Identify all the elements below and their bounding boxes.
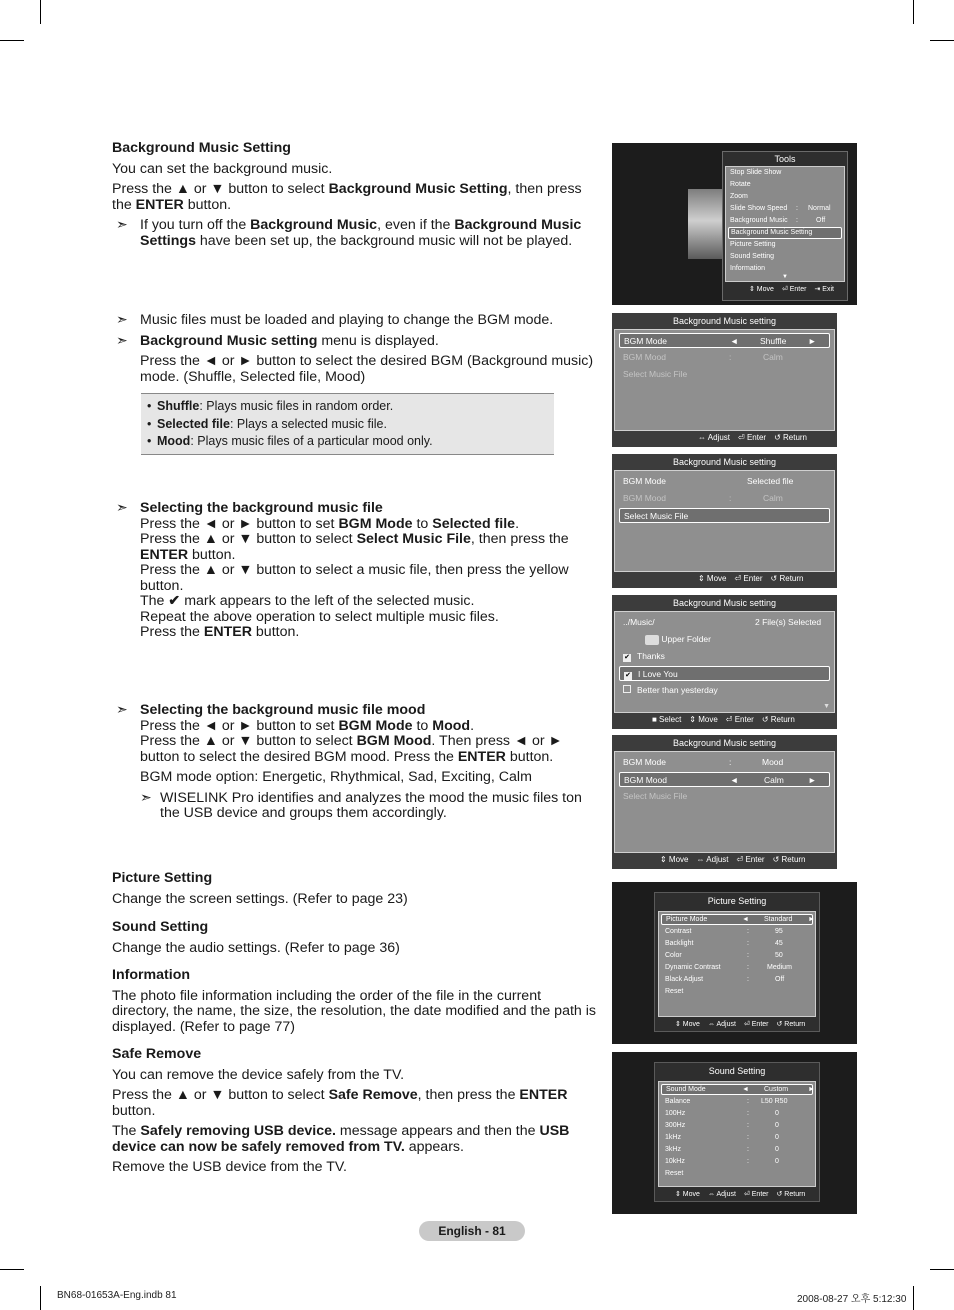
crop-mark bbox=[40, 0, 41, 24]
list-item: • Selected file: Plays a selected music file. bbox=[147, 416, 548, 434]
menu-item-slide-show-speed[interactable]: Slide Show Speed : Normal bbox=[730, 205, 831, 212]
osd-footer: ⇕ Move ⏎ Enter ↺ Return bbox=[698, 574, 804, 583]
menu-item-sound-setting[interactable]: Sound Setting bbox=[730, 253, 774, 260]
menu-title: Picture Setting bbox=[707, 896, 767, 906]
paragraph: Press the ▲ or ▼ button to select Background Music Setting, then press the ENTER button. bbox=[112, 181, 582, 213]
file-info: BN68-01653A-Eng.indb 81 bbox=[57, 1290, 177, 1301]
paragraph: Change the audio settings. (Refer to page 36) bbox=[112, 939, 400, 956]
picture-setting-osd bbox=[612, 882, 857, 1044]
note-arrow-icon: ➣ bbox=[116, 332, 128, 349]
music-file-list-osd bbox=[612, 595, 837, 729]
setting-row[interactable]: Balance : L50 R50 bbox=[665, 1098, 788, 1105]
paragraph: Change the screen settings. (Refer to page 23) bbox=[112, 890, 408, 907]
bgm-mood-row[interactable]: BGM Mood ◄ Calm ► bbox=[619, 772, 830, 787]
section-heading: Safe Remove bbox=[112, 1046, 202, 1062]
menu-item-background-music[interactable]: Background Music : Off bbox=[730, 217, 826, 224]
bgm-mood-row[interactable]: BGM Mood : Calm bbox=[623, 493, 783, 503]
folder-icon bbox=[645, 635, 659, 645]
paragraph: BGM mode option: Energetic, Rhythmical, Sad, Exciting, Calm bbox=[140, 769, 532, 785]
note-arrow-icon: ➣ bbox=[140, 789, 152, 806]
setting-row[interactable]: Backlight : 45 bbox=[665, 940, 783, 947]
note-arrow-icon: ➣ bbox=[116, 312, 128, 328]
note: ➣ Selecting the background music file mood Press the ◄ or ► button to set BGM Mode to Mood. Press the ▲ or ▼ button to select BGM Mood. Then press ◄ or ► button to select the desired BGM mood. Press the ENTER button. BGM mode option: Energetic, Rhythmical, Sad, Exciting, Calm ➣ WISELINK Pro identifies and analyzes the mood the music files ton the USB device and groups them accordingly. bbox=[112, 703, 602, 822]
menu-title: Background Music setting bbox=[672, 457, 777, 467]
crop-mark bbox=[930, 40, 954, 41]
checkbox-checked-icon[interactable]: ✔ bbox=[624, 654, 630, 661]
music-file-row[interactable]: ✔ I Love You bbox=[619, 666, 830, 681]
list-item: • Shuffle: Plays music files in random order. bbox=[147, 398, 548, 416]
select-music-file-row[interactable]: Select Music File bbox=[623, 791, 688, 801]
section-heading: Information bbox=[112, 967, 191, 983]
picture-menu bbox=[654, 892, 820, 1032]
bgm-mood-row[interactable]: BGM Mood : Calm bbox=[623, 352, 783, 362]
reset-row[interactable]: Reset bbox=[665, 988, 684, 995]
menu-title: Tools bbox=[774, 154, 796, 164]
menu-item-picture-setting[interactable]: Picture Setting bbox=[730, 241, 776, 248]
section-heading: Selecting the background music file bbox=[140, 500, 383, 516]
music-file-row[interactable]: ✔ Thanks bbox=[624, 651, 665, 661]
menu-item-stop-slide-show[interactable]: Stop Slide Show bbox=[730, 169, 782, 176]
menu-title: Background Music setting bbox=[672, 738, 777, 748]
menu-item-background-music-setting[interactable]: Background Music Setting bbox=[728, 227, 842, 239]
checkbox-checked-icon[interactable]: ✔ bbox=[625, 672, 631, 679]
select-music-file-row[interactable]: Select Music File bbox=[619, 508, 830, 523]
checkbox-icon[interactable] bbox=[623, 685, 631, 693]
paragraph: Press the ▲ or ▼ button to select Safe Remove, then press the ENTER button. bbox=[112, 1087, 568, 1119]
section-heading: Selecting the background music file mood bbox=[140, 702, 426, 718]
scroll-down-icon: ▼ bbox=[782, 274, 788, 280]
picture-mode-row[interactable]: Picture Mode ◄ Standard ► bbox=[661, 914, 813, 925]
checkmark-icon: ✔ bbox=[168, 593, 181, 609]
sound-mode-row[interactable]: Sound Mode ◄ Custom ► bbox=[661, 1084, 813, 1095]
note-arrow-icon: ➣ bbox=[116, 702, 128, 718]
bgm-setting-osd-mood bbox=[612, 735, 837, 869]
sound-setting-osd bbox=[612, 1052, 857, 1214]
page-number-label: English - 81 bbox=[419, 1221, 525, 1241]
note: ➣ Music files must be loaded and playing to change the BGM mode. bbox=[116, 312, 554, 328]
upper-folder-row[interactable]: Upper Folder bbox=[619, 632, 830, 647]
osd-footer: ⇔ Adjust ⏎ Enter ↺ Return bbox=[698, 433, 807, 442]
paragraph: You can remove the device safely from the TV. bbox=[112, 1066, 405, 1083]
bgm-mode-row[interactable]: BGM Mode ◄ Shuffle ► bbox=[619, 333, 830, 348]
paragraph: You can set the background music. bbox=[112, 160, 333, 177]
bgm-options-box bbox=[141, 393, 554, 455]
setting-row[interactable]: Black Adjust : Off bbox=[665, 976, 785, 983]
select-file-section bbox=[112, 501, 602, 641]
osd-footer: ⇕ Move ⇔ Adjust ⏎ Enter ↺ Return bbox=[675, 1021, 806, 1028]
menu-title: Background Music setting bbox=[672, 316, 777, 326]
bgm-setting-section bbox=[112, 141, 602, 249]
section-heading: Background Music Setting bbox=[112, 140, 291, 156]
paragraph: The photo file information including the order of the file in the current directory, the name, the size, the resolution, the date modified and the path is displayed. (Refer to page 77) bbox=[112, 987, 596, 1035]
tools-osd bbox=[612, 143, 857, 305]
menu-title: Sound Setting bbox=[708, 1066, 766, 1076]
crop-mark bbox=[0, 40, 24, 41]
setting-row[interactable]: Contrast : 95 bbox=[665, 928, 783, 935]
note-arrow-icon: ➣ bbox=[116, 217, 128, 233]
osd-footer: ⇕ Move ⇔ Adjust ⏎ Enter ↺ Return bbox=[675, 1191, 806, 1198]
setting-row[interactable]: 1kHz : 0 bbox=[665, 1134, 779, 1141]
note: ➣ WISELINK Pro identifies and analyzes the mood the music files ton the USB device and groups them accordingly. bbox=[140, 789, 582, 821]
paragraph: The Safely removing USB device. message appears and then the USB device can now be safely removed from TV. appears. bbox=[112, 1123, 570, 1155]
menu-title: Background Music setting bbox=[672, 598, 777, 608]
tools-menu bbox=[722, 151, 848, 301]
section-heading: Picture Setting bbox=[112, 870, 213, 886]
menu-item-information[interactable]: Information bbox=[730, 265, 766, 272]
select-music-file-row[interactable]: Select Music File bbox=[623, 369, 688, 379]
bgm-setting-osd-shuffle bbox=[612, 313, 837, 447]
settings-sections bbox=[112, 871, 602, 1176]
section-heading: Sound Setting bbox=[112, 919, 209, 935]
crop-mark bbox=[913, 0, 914, 24]
bgm-setting-osd-selected-file bbox=[612, 454, 837, 588]
sound-menu bbox=[654, 1062, 820, 1202]
bgm-mode-section bbox=[112, 313, 602, 385]
setting-row[interactable]: 300Hz : 0 bbox=[665, 1122, 779, 1129]
crop-mark bbox=[930, 1269, 954, 1270]
note: ➣ If you turn off the Background Music, even if the Background Music Settings have been set up, the background music will not be played. bbox=[116, 217, 582, 249]
setting-row[interactable]: 10kHz : 0 bbox=[665, 1158, 779, 1165]
osd-footer: ■ Select ⇕ Move ⏎ Enter ↺ Return bbox=[652, 715, 795, 724]
paragraph: Press the ◄ or ► button to select the desired BGM (Background music) mode. (Shuffle, Selected file, Mood) bbox=[140, 353, 594, 385]
print-timestamp: 2008-08-27 오후 5:12:30 bbox=[797, 1294, 907, 1305]
paragraph: Remove the USB device from the TV. bbox=[112, 1159, 347, 1175]
bgm-mode-row[interactable]: BGM Mode : Mood bbox=[623, 757, 784, 767]
bgm-mode-row[interactable]: BGM Mode Selected file bbox=[623, 476, 794, 486]
osd-footer: ⇕ Move ⏎ Enter ⇥ Exit bbox=[749, 286, 834, 293]
setting-row[interactable]: 3kHz : 0 bbox=[665, 1146, 779, 1153]
reset-row[interactable]: Reset bbox=[665, 1170, 684, 1177]
crop-mark bbox=[0, 1269, 24, 1270]
list-item: • Mood: Plays music files of a particular mood only. bbox=[147, 433, 548, 451]
path-row: ../Music/ 2 File(s) Selected bbox=[623, 617, 822, 627]
scroll-down-icon: ▼ bbox=[823, 703, 830, 710]
setting-row[interactable]: Dynamic Contrast : Medium bbox=[665, 964, 792, 971]
menu-item-zoom[interactable]: Zoom bbox=[730, 193, 748, 200]
setting-row[interactable]: Color : 50 bbox=[665, 952, 783, 959]
note-arrow-icon: ➣ bbox=[116, 500, 128, 516]
music-file-row[interactable]: Better than yesterday bbox=[619, 683, 830, 698]
setting-row[interactable]: 100Hz : 0 bbox=[665, 1110, 779, 1117]
note: ➣ Selecting the background music file Press the ◄ or ► button to set BGM Mode to Selected file. Press the ▲ or ▼ button to select Select Music File, then press the ENTER button. Press the ▲ or ▼ button to select a music file, then press the yellow button. The ✔ mark appears to the left of the selected music. Repeat the above operation to select multiple music files. Press the ENTER button. bbox=[116, 500, 569, 640]
select-mood-section bbox=[112, 703, 602, 822]
menu-item-rotate[interactable]: Rotate bbox=[730, 181, 751, 188]
osd-footer: ⇕ Move ⇔ Adjust ⏎ Enter ↺ Return bbox=[660, 855, 806, 864]
note: ➣ Background Music setting menu is displayed. bbox=[116, 332, 439, 349]
photo-thumbnail bbox=[688, 189, 724, 259]
crop-mark bbox=[913, 1286, 914, 1310]
crop-mark bbox=[40, 1286, 41, 1310]
